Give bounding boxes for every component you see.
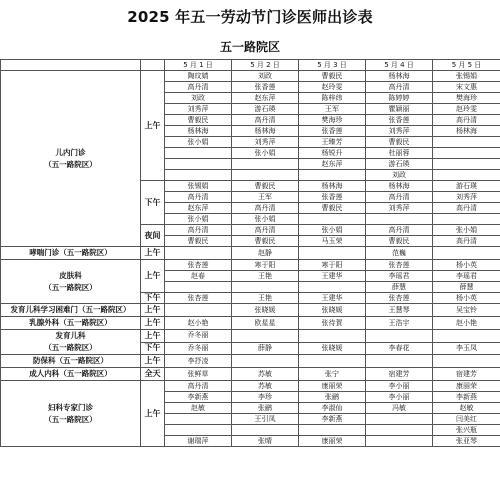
- doctor-cell: 王艳: [232, 293, 299, 304]
- doctor-cell: 刘秀萍: [232, 137, 299, 148]
- doctor-cell: [299, 247, 366, 260]
- doctor-cell: 康丽荣: [433, 381, 500, 392]
- doctor-cell: 李珍: [232, 392, 299, 403]
- doctor-cell: 杨锐升: [299, 148, 366, 159]
- department-label: （五一路院区）: [44, 414, 97, 424]
- doctor-cell: 张鹂: [299, 392, 366, 403]
- doctor-cell: 张小娟: [165, 137, 232, 148]
- doctor-cell: 曹毅民: [232, 236, 299, 247]
- doctor-cell: 高丹清: [232, 203, 299, 214]
- period-cell: 上午: [141, 247, 165, 260]
- doctor-cell: [433, 330, 500, 343]
- doctor-cell: 赵东萍: [232, 93, 299, 104]
- doctor-cell: 李新燕: [433, 392, 500, 403]
- doctor-cell: 赵玲雯: [299, 82, 366, 93]
- doctor-cell: 张香莲: [366, 115, 433, 126]
- doctor-cell: 赵东萍: [299, 159, 366, 170]
- doctor-cell: [433, 214, 500, 225]
- doctor-cell: 李抒凌: [165, 355, 232, 368]
- doctor-cell: 张锡娟: [433, 71, 500, 82]
- table-row: [1, 71, 500, 82]
- doctor-cell: 李瑶君: [366, 271, 433, 282]
- doctor-cell: 陶玟婧: [165, 71, 232, 82]
- doctor-cell: 刘秀萍: [366, 203, 433, 214]
- doctor-cell: [299, 282, 366, 293]
- period-cell: 上午: [141, 381, 165, 447]
- table-row: [1, 368, 500, 381]
- doctor-cell: 刘政: [366, 170, 433, 181]
- doctor-cell: 张香莲: [299, 192, 366, 203]
- header-period-cell: [141, 60, 165, 71]
- doctor-cell: 王建华: [299, 293, 366, 304]
- doctor-cell: 高丹清: [165, 225, 232, 236]
- doctor-cell: [433, 159, 500, 170]
- doctor-cell: [299, 355, 366, 368]
- doctor-cell: 杜丽蓉: [366, 148, 433, 159]
- doctor-cell: 吴宝铃: [433, 304, 500, 317]
- table-row: [1, 317, 500, 330]
- doctor-cell: 张亚琴: [433, 436, 500, 447]
- doctor-cell: 张晴: [232, 436, 299, 447]
- doctor-cell: 曹毅民: [232, 181, 299, 192]
- doctor-cell: 冯敏: [366, 403, 433, 414]
- doctor-cell: 樊海珍: [433, 93, 500, 104]
- doctor-cell: 张杏莲: [366, 293, 433, 304]
- doctor-cell: 游石瑛: [433, 181, 500, 192]
- doctor-cell: 康丽荣: [299, 436, 366, 447]
- doctor-cell: 杨林海: [433, 126, 500, 137]
- department-label: （五一路院区）: [44, 159, 97, 169]
- doctor-cell: 张待賀: [299, 317, 366, 330]
- doctor-cell: 高丹清: [366, 192, 433, 203]
- doctor-cell: 刘秀萍: [433, 192, 500, 203]
- doctor-cell: 张锡娟: [165, 181, 232, 192]
- doctor-cell: [366, 414, 433, 425]
- doctor-cell: 赵小艳: [433, 317, 500, 330]
- doctor-cell: 薛静: [232, 342, 299, 355]
- doctor-cell: 刘政: [165, 93, 232, 104]
- doctor-cell: 乔冬丽: [165, 342, 232, 355]
- doctor-cell: 赵敏: [433, 403, 500, 414]
- doctor-cell: 曹毅民: [366, 137, 433, 148]
- period-cell: 下午: [141, 181, 165, 225]
- doctor-cell: 寒于阳: [232, 260, 299, 271]
- doctor-cell: 张鹂: [232, 403, 299, 414]
- doctor-cell: [366, 355, 433, 368]
- doctor-cell: [433, 247, 500, 260]
- doctor-cell: 曹毅民: [299, 71, 366, 82]
- doctor-cell: 高丹清: [366, 225, 433, 236]
- header-row: [1, 60, 500, 71]
- doctor-cell: 高丹清: [232, 225, 299, 236]
- doctor-cell: [165, 425, 232, 436]
- department-cell: [1, 260, 141, 304]
- doctor-cell: 寒于阳: [299, 260, 366, 271]
- doctor-cell: 张晓媛: [232, 304, 299, 317]
- doctor-cell: 李新燕: [299, 414, 366, 425]
- doctor-cell: [165, 414, 232, 425]
- doctor-cell: 杨小英: [433, 293, 500, 304]
- period-cell: 下午: [141, 293, 165, 304]
- doctor-cell: 杨林海: [366, 181, 433, 192]
- doctor-cell: 张香莲: [232, 82, 299, 93]
- department-label: 防保科（五一路院区）: [33, 356, 108, 365]
- doctor-cell: 赵敏: [165, 403, 232, 414]
- doctor-cell: [165, 247, 232, 260]
- doctor-cell: 李春花: [366, 342, 433, 355]
- doctor-cell: [232, 170, 299, 181]
- doctor-cell: 王艳: [232, 271, 299, 282]
- doctor-cell: 苏敏: [232, 381, 299, 392]
- doctor-cell: 范巍: [366, 247, 433, 260]
- doctor-cell: [232, 282, 299, 293]
- doctor-cell: 闫美红: [433, 414, 500, 425]
- department-label: 哮喘门诊（五一路院区）: [29, 248, 112, 257]
- doctor-cell: 张小娟: [299, 225, 366, 236]
- doctor-cell: 高丹清: [165, 82, 232, 93]
- doctor-cell: 刘秀萍: [366, 126, 433, 137]
- doctor-cell: [433, 137, 500, 148]
- doctor-cell: 王军: [232, 192, 299, 203]
- doctor-cell: 刘政: [232, 71, 299, 82]
- department-label: 妇科专家门诊: [48, 402, 93, 412]
- doctor-cell: 杨小英: [433, 260, 500, 271]
- doctor-cell: 王引凤: [232, 414, 299, 425]
- header-dept-cell: [1, 60, 141, 71]
- department-label: 皮肤科: [59, 270, 82, 280]
- doctor-cell: 高丹清: [433, 236, 500, 247]
- doctor-cell: 张鲜草: [165, 368, 232, 381]
- doctor-cell: 陈婷婷: [366, 93, 433, 104]
- doctor-cell: 张香莲: [299, 126, 366, 137]
- doctor-cell: 李玉凤: [433, 342, 500, 355]
- day-header: 5 月 2 日: [232, 60, 299, 71]
- doctor-cell: 游石瑛: [366, 159, 433, 170]
- day-header: 5 月 1 日: [165, 60, 232, 71]
- period-cell: 上午: [141, 330, 165, 343]
- doctor-cell: 薛慧: [366, 282, 433, 293]
- doctor-cell: 张兴瓶: [433, 425, 500, 436]
- doctor-cell: 张晓媛: [299, 342, 366, 355]
- doctor-cell: 高丹清: [433, 115, 500, 126]
- doctor-cell: 陈梓纬: [299, 93, 366, 104]
- period-cell: 上午: [141, 260, 165, 293]
- doctor-cell: 曹毅民: [299, 203, 366, 214]
- doctor-cell: 王建华: [299, 271, 366, 282]
- day-header: 5 月 4 日: [366, 60, 433, 71]
- schedule-table: [0, 59, 500, 447]
- doctor-cell: 张杏莲: [366, 260, 433, 271]
- department-label: 乳腺外科（五一路院区）: [29, 318, 112, 327]
- department-cell: [1, 247, 141, 260]
- doctor-cell: 张小娟: [232, 214, 299, 225]
- doctor-cell: 曹毅民: [165, 236, 232, 247]
- doctor-cell: 王军: [299, 104, 366, 115]
- table-row: [1, 304, 500, 317]
- period-cell: 上午: [141, 317, 165, 330]
- doctor-cell: 王浩宇: [366, 317, 433, 330]
- doctor-cell: 李小丽: [366, 381, 433, 392]
- department-cell: [1, 368, 141, 381]
- day-header: 5 月 3 日: [299, 60, 366, 71]
- doctor-cell: [433, 170, 500, 181]
- doctor-cell: 游石瑛: [232, 104, 299, 115]
- page-title: 2025 年五一劳动节门诊医师出诊表: [127, 8, 373, 26]
- doctor-cell: 张小娟: [165, 214, 232, 225]
- campus-subtitle: 五一路院区: [219, 40, 280, 54]
- doctor-cell: [232, 425, 299, 436]
- doctor-cell: 高丹清: [165, 192, 232, 203]
- doctor-cell: 李小丽: [366, 392, 433, 403]
- doctor-cell: 高丹清: [366, 82, 433, 93]
- doctor-cell: 赵东萍: [165, 203, 232, 214]
- doctor-cell: 张杏莲: [165, 260, 232, 271]
- department-cell: [1, 304, 141, 317]
- department-cell: [1, 355, 141, 368]
- table-row: [1, 247, 500, 260]
- doctor-cell: [165, 159, 232, 170]
- doctor-cell: [232, 355, 299, 368]
- period-cell: 下午: [141, 342, 165, 355]
- period-cell: 上午: [141, 304, 165, 317]
- doctor-cell: 谢瑞萍: [165, 436, 232, 447]
- doctor-cell: 宿建芳: [433, 368, 500, 381]
- doctor-cell: 王慧琴: [366, 304, 433, 317]
- doctor-cell: [366, 214, 433, 225]
- day-header: 5 月 5 日: [433, 60, 500, 71]
- doctor-cell: [366, 436, 433, 447]
- doctor-cell: 张宁: [299, 368, 366, 381]
- doctor-cell: 王臻芳: [299, 137, 366, 148]
- department-label: 儿内门诊: [55, 147, 86, 157]
- doctor-cell: 刘秀萍: [165, 104, 232, 115]
- doctor-cell: 赵静: [232, 247, 299, 260]
- doctor-cell: 赵玲雯: [433, 104, 500, 115]
- department-cell: [1, 381, 141, 447]
- department-label: 成人内科（五一路院区）: [29, 369, 112, 378]
- doctor-cell: 宋文惠: [433, 82, 500, 93]
- doctor-cell: [165, 282, 232, 293]
- doctor-cell: 张小娟: [232, 148, 299, 159]
- doctor-cell: [232, 159, 299, 170]
- table-row: [1, 330, 500, 343]
- department-label: （五一路院区）: [44, 343, 97, 352]
- department-cell: [1, 330, 141, 355]
- doctor-cell: 瞿颖丽: [366, 104, 433, 115]
- doctor-cell: [232, 330, 299, 343]
- department-cell: [1, 71, 141, 247]
- period-cell: 上午: [141, 355, 165, 368]
- doctor-cell: [165, 148, 232, 159]
- doctor-cell: 曹毅民: [366, 236, 433, 247]
- doctor-cell: 杨林海: [366, 71, 433, 82]
- doctor-cell: [299, 330, 366, 343]
- doctor-cell: 宿建芳: [366, 368, 433, 381]
- table-row: [1, 355, 500, 368]
- doctor-cell: 薛慧: [433, 282, 500, 293]
- doctor-cell: 马玉荣: [299, 236, 366, 247]
- doctor-cell: [366, 330, 433, 343]
- doctor-cell: 李瑶君: [433, 271, 500, 282]
- doctor-cell: [299, 214, 366, 225]
- doctor-cell: 李新燕: [165, 392, 232, 403]
- table-row: [1, 260, 500, 271]
- doctor-cell: 苏敏: [232, 368, 299, 381]
- doctor-cell: 张晓媛: [299, 304, 366, 317]
- doctor-cell: [299, 170, 366, 181]
- table-row: [1, 381, 500, 392]
- period-cell: 上午: [141, 71, 165, 181]
- department-label: 发育儿科学习困难门（五一路院区）: [10, 305, 131, 314]
- doctor-cell: [433, 148, 500, 159]
- doctor-cell: 高丹清: [165, 381, 232, 392]
- doctor-cell: [165, 304, 232, 317]
- doctor-cell: 樊海珍: [299, 115, 366, 126]
- department-cell: [1, 317, 141, 330]
- period-cell: 夜间: [141, 225, 165, 247]
- department-label: （五一路院区）: [44, 282, 97, 292]
- doctor-cell: [366, 425, 433, 436]
- doctor-cell: 康丽荣: [299, 381, 366, 392]
- doctor-cell: [299, 425, 366, 436]
- doctor-cell: 高丹清: [232, 115, 299, 126]
- doctor-cell: 赵春: [165, 271, 232, 282]
- doctor-cell: 杨林海: [299, 181, 366, 192]
- doctor-cell: 欧星星: [232, 317, 299, 330]
- doctor-cell: 高丹清: [433, 203, 500, 214]
- department-label: 发育儿科: [55, 331, 86, 340]
- doctor-cell: 张小娟: [433, 225, 500, 236]
- doctor-cell: 曹毅民: [165, 115, 232, 126]
- doctor-cell: [165, 170, 232, 181]
- doctor-cell: 杨林海: [165, 126, 232, 137]
- doctor-cell: 杨林海: [232, 126, 299, 137]
- doctor-cell: 李淑仙: [299, 403, 366, 414]
- doctor-cell: 乔冬丽: [165, 330, 232, 343]
- period-cell: 全天: [141, 368, 165, 381]
- doctor-cell: [433, 355, 500, 368]
- doctor-cell: 张杏莲: [165, 293, 232, 304]
- doctor-cell: 赵小艳: [165, 317, 232, 330]
